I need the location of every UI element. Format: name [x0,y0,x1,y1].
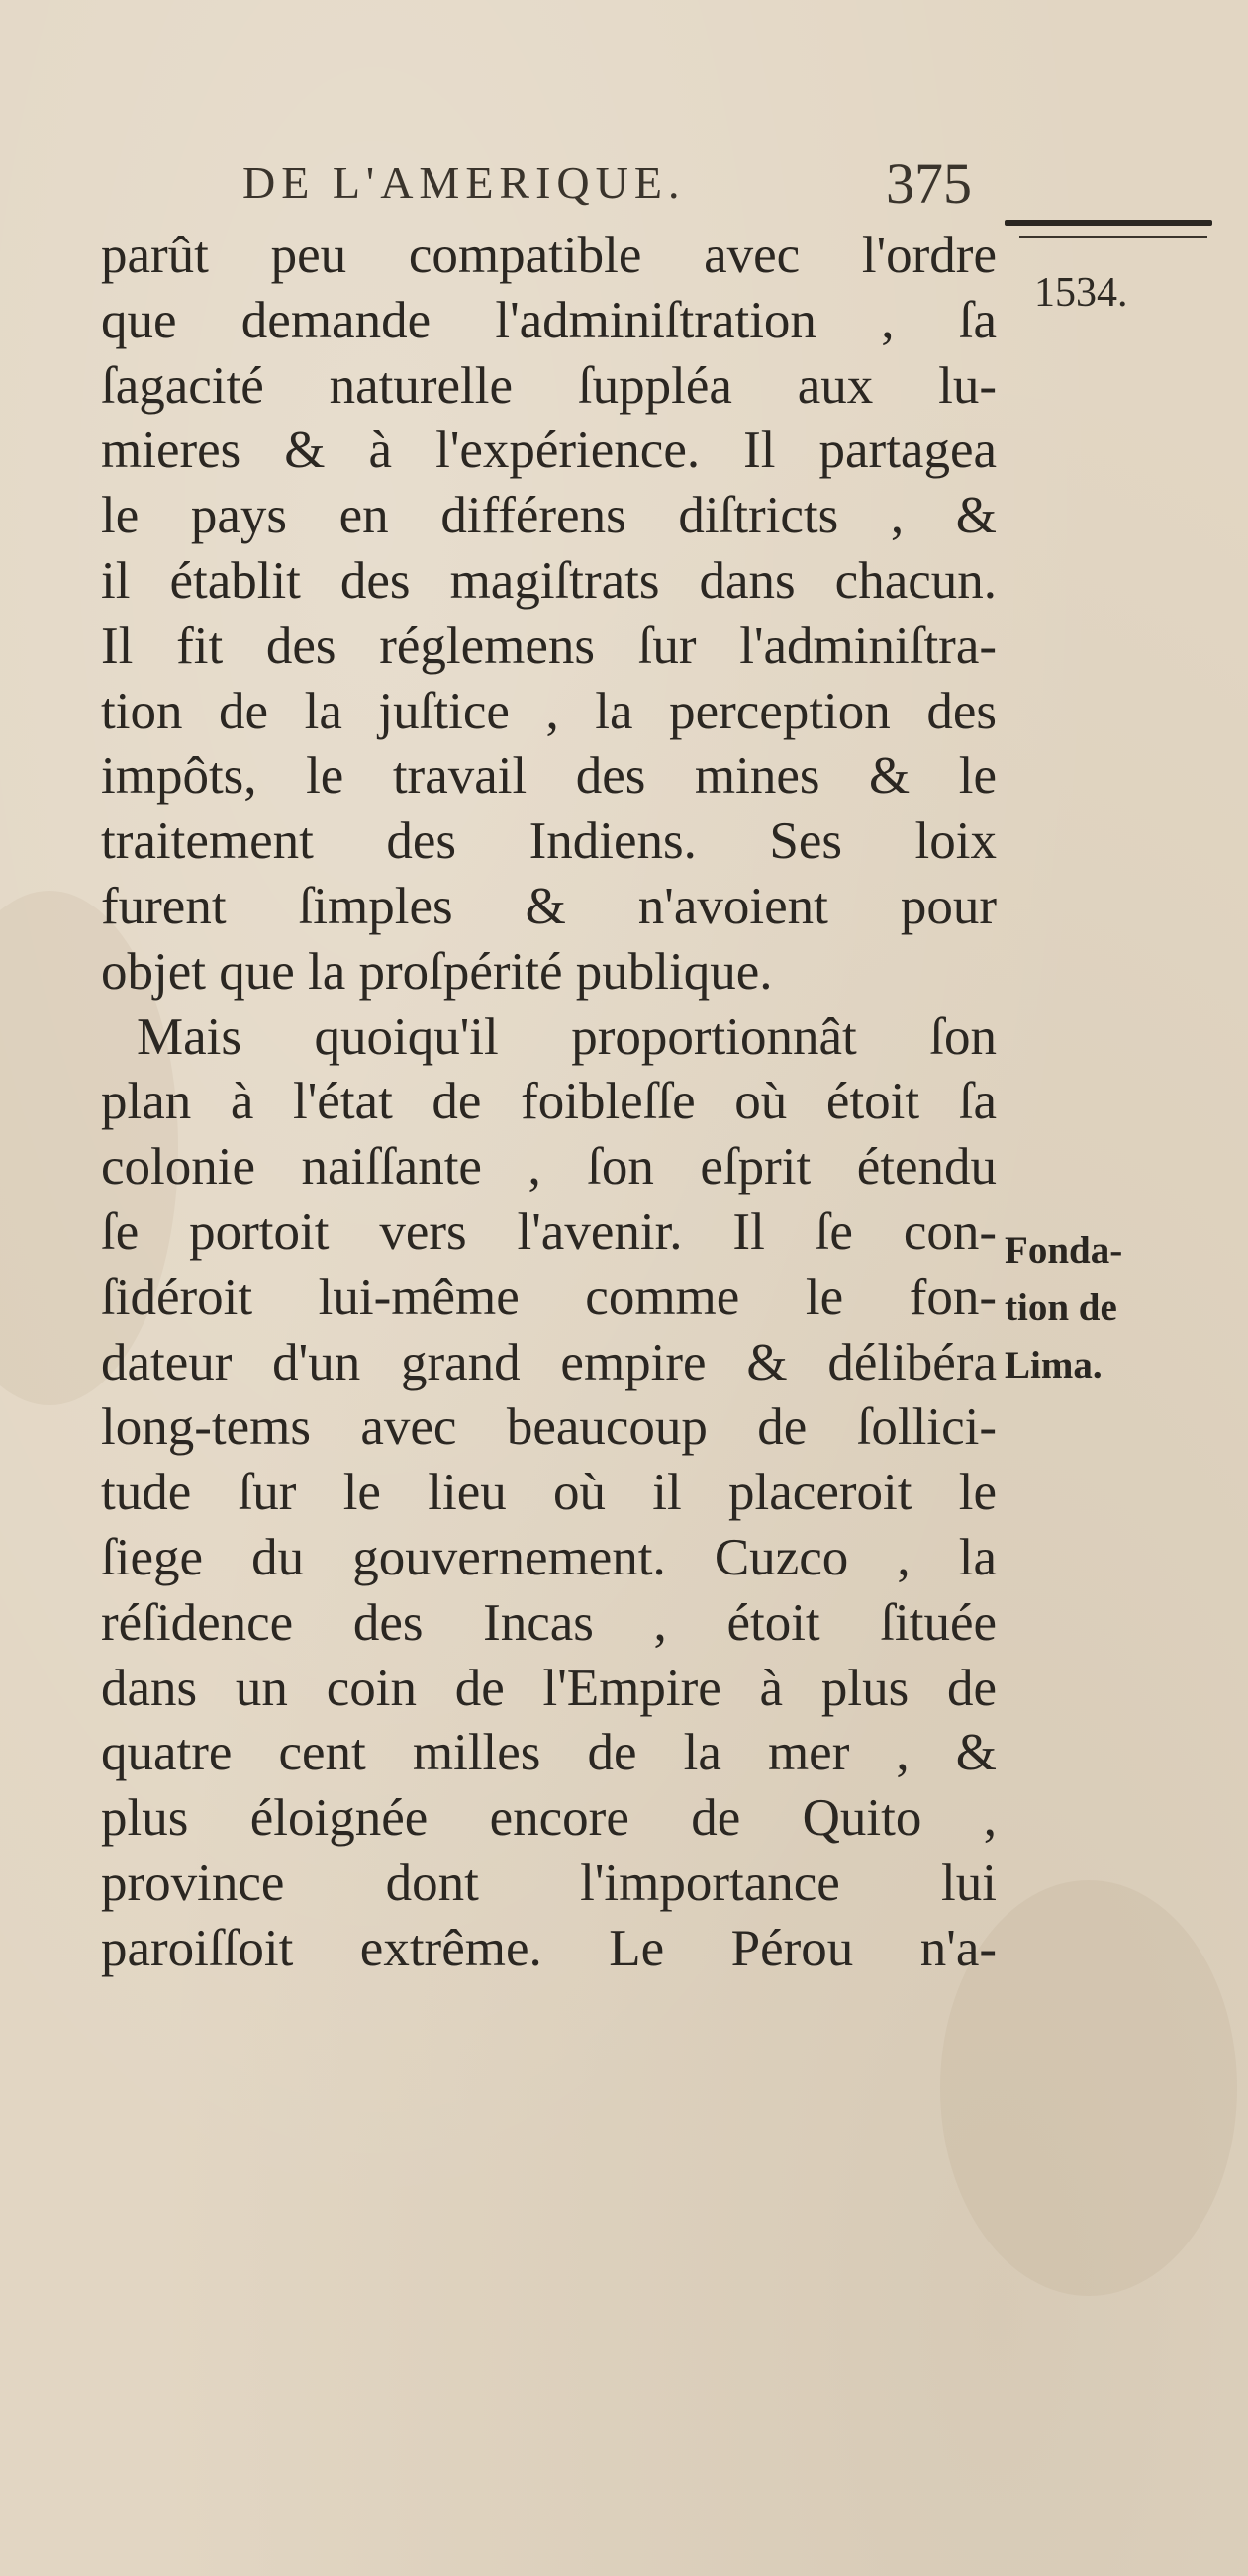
text-line: que demande l'adminiſtration , ſa [101,291,997,349]
text-line: quatre cent milles de la mer , & [101,1724,997,1782]
text-line: dateur d'un grand empire & délibéra [101,1333,997,1391]
text-line: réſidence des Incas , étoit ſituée [101,1593,997,1652]
text-line: ſagacité naturelle ſuppléa aux lu- [101,356,997,415]
text-line: impôts, le travail des mines & le [101,747,997,806]
text-line: colonie naiſſante , ſon eſprit étendu [101,1138,997,1196]
text-line: province dont l'importance lui [101,1854,997,1912]
text-line: tude ſur le lieu où il placeroit le [101,1464,997,1522]
text-line: objet que la proſpérité publique. [101,942,773,1001]
text-line: paroiſſoit extrême. Le Pérou n'a- [101,1919,997,1977]
running-head: DE L'AMERIQUE. [242,157,686,208]
text-line: plus éloignée encore de Quito , [101,1789,997,1848]
text-line: plan à l'état de foibleſſe où étoit ſa [101,1073,997,1131]
margin-rule-thin [1019,236,1207,238]
margin-note [1005,1222,1122,1394]
margin-rule [1005,220,1212,226]
text-line: mieres & à l'expérience. Il partagea [101,422,997,480]
text-line: traitement des Indiens. Ses loix [101,812,997,871]
text-line: le pays en différens diſtricts , & [101,487,997,545]
margin-note-line: tion de [1005,1287,1117,1329]
text-line: ſiege du gouvernement. Cuzco , la [101,1528,997,1586]
margin-note-line: Lima. [1005,1344,1103,1386]
text-line: Mais quoiqu'il proportionnât ſon [137,1007,997,1066]
page-number: 375 [886,151,972,216]
text-line: Il fit des réglemens ſur l'adminiſtra- [101,617,997,675]
text-line: furent ſimples & n'avoient pour [101,877,997,935]
text-line: il établit des magiſtrats dans chacun. [101,551,997,610]
text-line: long-tems avec beaucoup de ſollici- [101,1398,997,1457]
text-line: ſe portoit vers l'avenir. Il ſe con- [101,1202,997,1261]
text-line: dans un coin de l'Empire à plus de [101,1659,997,1717]
text-line: tion de la juſtice , la perception des [101,682,997,740]
margin-year: 1534. [1034,270,1128,316]
text-line: parût peu compatible avec l'ordre [101,227,997,284]
body-text [101,224,997,1982]
margin-note-line: Fonda- [1005,1229,1123,1272]
text-line: ſidéroit lui-même comme le fon- [101,1268,997,1326]
